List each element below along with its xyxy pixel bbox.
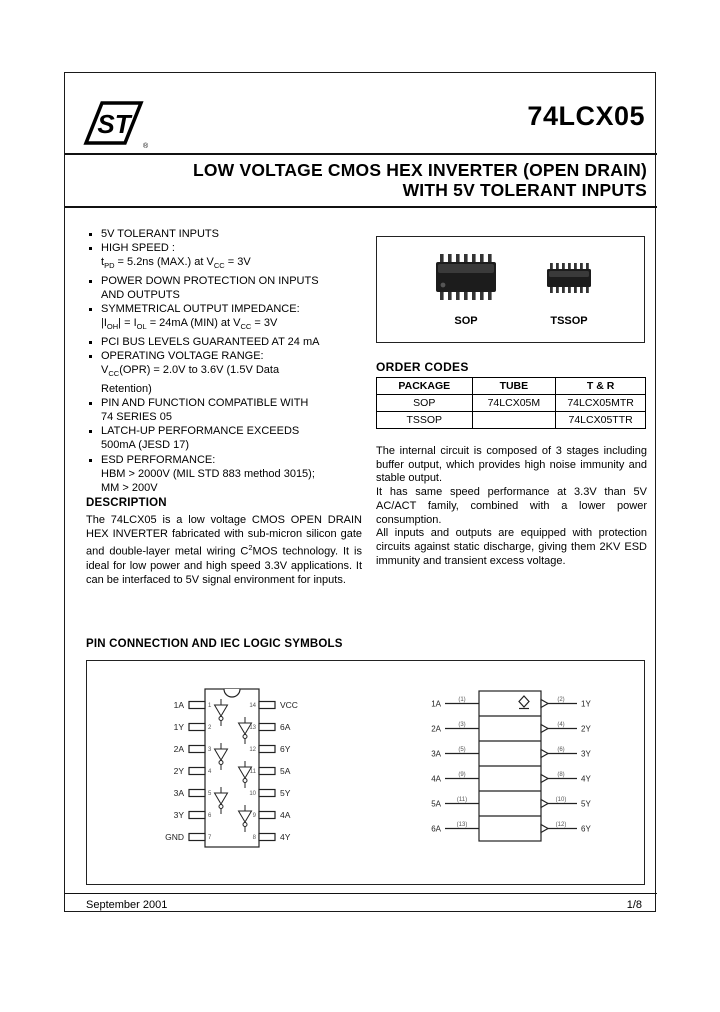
feature-item	[86, 227, 362, 241]
pin-label: 1A	[431, 699, 441, 709]
pin-label: VCC	[280, 700, 298, 710]
iec-input-pins	[457, 697, 468, 828]
table-header-row	[377, 378, 646, 395]
title-rule	[65, 206, 657, 208]
registered-mark: ®	[143, 143, 149, 150]
pin-number: 5	[208, 791, 212, 797]
pin-label: 2A	[173, 744, 184, 754]
pin-number: 9	[252, 813, 256, 819]
pin-number: 6	[208, 813, 212, 819]
bullet-icon	[89, 280, 92, 283]
pin-number: 13	[249, 725, 256, 731]
pin-number: (4)	[557, 722, 565, 728]
feature-line: AND OUTPUTS	[101, 289, 180, 301]
pin-section-heading: PIN CONNECTION AND IEC LOGIC SYMBOLS	[86, 638, 343, 650]
feature-line: $V_{CC}(OPR) = 2.0V$ to 3.6V (1.5V Data	[101, 364, 280, 379]
pin-number: (6)	[557, 747, 565, 753]
tssop-label: TSSOP	[550, 315, 588, 327]
feature-item	[86, 241, 362, 274]
page-frame	[64, 72, 656, 912]
bullet-icon	[89, 355, 92, 358]
iec-input-labels	[431, 700, 441, 834]
pin-label: 6Y	[581, 824, 591, 834]
pin-label: 6A	[280, 722, 291, 732]
order-codes-heading: ORDER CODES	[376, 360, 469, 374]
pin-number: (1)	[458, 697, 466, 703]
feature-item	[86, 349, 362, 396]
footer-date: September 2001	[86, 899, 168, 911]
pin-label: 2A	[431, 724, 441, 734]
pin-label: 6A	[431, 824, 441, 834]
pin-number: 7	[208, 835, 212, 841]
pin-label: 3Y	[173, 810, 184, 820]
footer-page-number: 1/8	[626, 899, 642, 911]
bullet-icon	[89, 341, 92, 344]
pin-number: (13)	[456, 822, 468, 828]
cell-package: TSSOP	[377, 412, 473, 429]
package-figure	[376, 236, 645, 343]
dip-right-labels	[280, 700, 298, 842]
st-logo	[81, 95, 151, 151]
bullet-icon	[89, 233, 92, 236]
pin-number: 10	[249, 791, 256, 797]
dip-left-labels	[165, 700, 184, 842]
pin-label: 2Y	[581, 724, 591, 734]
overview-paragraph: It has same speed performance at 3.3V than 5V AC/ACT family, combined with a lower power consumption.	[376, 486, 647, 526]
feature-line: HIGH SPEED :	[101, 242, 175, 255]
pin-number: (10)	[555, 797, 567, 803]
pin-number: (9)	[458, 772, 466, 778]
bullet-icon	[89, 402, 92, 405]
feature-line: LATCH-UP PERFORMANCE EXCEEDS	[101, 425, 300, 438]
page-title	[193, 160, 647, 200]
pin-number: 3	[208, 747, 212, 753]
pin-label: 1Y	[173, 722, 184, 732]
title-line-2: WITH 5V TOLERANT INPUTS	[402, 180, 647, 200]
pin-label: 5Y	[280, 788, 291, 798]
overview-paragraph: The internal circuit is composed of 3 stages including buffer output, which provides high noise immunity and stable output.	[376, 445, 647, 485]
feature-line: POWER DOWN PROTECTION ON INPUTS	[101, 274, 319, 287]
feature-item	[86, 424, 362, 452]
cell-tr: 74LCX05MTR	[556, 395, 646, 412]
feature-line: OPERATING VOLTAGE RANGE:	[101, 350, 264, 362]
bullet-icon	[89, 247, 92, 250]
feature-line: PCI BUS LEVELS GUARANTEED AT 24 mA	[101, 335, 320, 348]
order-codes-table	[376, 377, 646, 429]
pin-label: 1A	[173, 700, 184, 710]
description-text: The 74LCX05 is a low voltage CMOS OPEN DRAIN HEX INVERTER fabricated with sub-micron silicon gate and double-layer metal wiring $C^2MOS$ technology. It is ideal for low power and high speed 3.3V applications. It can be interfaced to 5V signal environment for inputs.	[86, 514, 363, 586]
feature-line: Retention)	[101, 382, 152, 395]
iec-symbol-outline	[445, 691, 577, 841]
pin-number: 14	[249, 703, 256, 709]
pin-number: 11	[249, 769, 256, 775]
pin-label: 1Y	[581, 699, 591, 709]
col-header-tr: T & R	[556, 378, 646, 395]
pin-number: (12)	[555, 822, 567, 828]
pin-number: (11)	[456, 797, 468, 803]
pin-number: (8)	[557, 772, 565, 778]
bullet-icon	[89, 459, 92, 462]
feature-item	[86, 302, 362, 335]
feature-item	[86, 453, 362, 496]
pin-number: (5)	[458, 747, 466, 753]
pin-label: 3Y	[581, 749, 591, 759]
pin-label: 6Y	[280, 744, 291, 754]
iec-output-labels	[581, 700, 591, 834]
feature-line: HBM > 2000V (MIL STD 883 method 3015);	[101, 467, 315, 480]
feature-item	[86, 396, 362, 424]
pin-diagram-figure	[86, 660, 645, 885]
tssop-package-drawing	[547, 263, 591, 293]
feature-line: 5V TOLERANT INPUTS	[101, 228, 219, 240]
pin-number: 8	[252, 835, 256, 841]
features-list	[86, 227, 362, 495]
pin-number: 12	[249, 747, 256, 753]
pin-label: 4Y	[581, 774, 591, 784]
pin-label: 4A	[280, 810, 291, 820]
feature-item	[86, 274, 362, 302]
feature-item	[86, 335, 362, 349]
pin-label: 3A	[431, 749, 441, 759]
feature-line: PIN AND FUNCTION COMPATIBLE WITH	[101, 396, 309, 409]
pin-number: 1	[208, 703, 212, 709]
overview-text	[376, 445, 647, 568]
pin-number: 4	[208, 769, 212, 775]
footer-rule	[65, 893, 657, 894]
part-number: 74LCX05	[527, 101, 645, 131]
cell-package: SOP	[377, 395, 473, 412]
feature-line: ESD PERFORMANCE:	[101, 453, 216, 466]
pin-label: 5A	[280, 766, 291, 776]
pin-label: 5A	[431, 799, 441, 809]
pin-label: 2Y	[173, 766, 184, 776]
overview-paragraph: All inputs and outputs are equipped with protection circuits against static discharge, giving them 2KV ESD immunity and transient excess voltage.	[376, 527, 647, 567]
pin-label: 5Y	[581, 799, 591, 809]
cell-tube: 74LCX05M	[472, 395, 556, 412]
title-line-1: LOW VOLTAGE CMOS HEX INVERTER (OPEN DRAIN)	[192, 160, 647, 180]
feature-line: $|I_{OH}| = I_{OL} = 24mA$ (MIN) at $V_{CC} = 3V$	[101, 317, 278, 332]
col-header-package: PACKAGE	[377, 378, 473, 395]
cell-tr: 74LCX05TTR	[556, 412, 646, 429]
dip-outline	[189, 689, 275, 847]
header-rule	[65, 153, 657, 155]
table-row	[377, 395, 646, 412]
feature-line: 500mA (JESD 17)	[101, 439, 190, 452]
table-row	[377, 412, 646, 429]
description-heading: DESCRIPTION	[86, 497, 167, 509]
pin-label: 4A	[431, 774, 441, 784]
pin-number: (3)	[458, 722, 466, 728]
feature-line: SYMMETRICAL OUTPUT IMPEDANCE:	[101, 303, 300, 316]
cell-tube	[472, 412, 556, 429]
sop-package-drawing	[436, 254, 496, 300]
pin-number: 2	[208, 725, 212, 731]
pin-label: 3A	[173, 788, 184, 798]
sop-label: SOP	[454, 315, 478, 327]
pin-label: 4Y	[280, 832, 291, 842]
pin-number: (2)	[557, 697, 565, 703]
feature-line: 74 SERIES 05	[101, 411, 172, 423]
iec-output-pins	[556, 697, 567, 828]
bullet-icon	[89, 430, 92, 433]
col-header-tube: TUBE	[472, 378, 556, 395]
feature-line: $t_{PD} = 5.2ns$ (MAX.) at $V_{CC} = 3V$	[101, 256, 251, 271]
pin-label: GND	[165, 832, 184, 842]
st-logo-text: ST	[97, 109, 131, 139]
bullet-icon	[89, 308, 92, 311]
feature-line: MM > 200V	[101, 482, 158, 495]
